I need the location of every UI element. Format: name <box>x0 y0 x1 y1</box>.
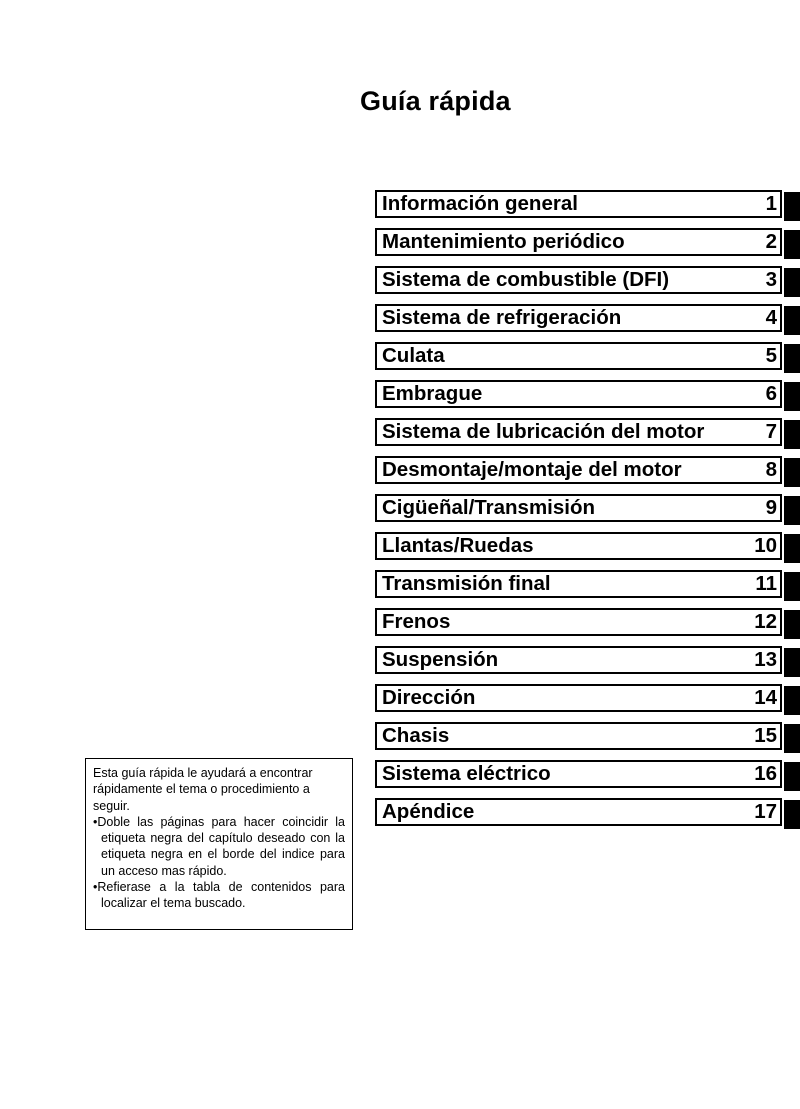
toc-item-mantenimiento-periodico[interactable] <box>375 228 785 256</box>
thumb-index-tab <box>784 458 800 487</box>
toc-item-sistema-electrico[interactable] <box>375 760 785 788</box>
toc-item-number: 12 <box>754 610 777 633</box>
thumb-index-tab <box>784 344 800 373</box>
toc-item-label: Información general <box>382 192 578 215</box>
toc-item-sistema-de-refrigeracion[interactable] <box>375 304 785 332</box>
toc-item-label: Suspensión <box>382 648 499 671</box>
toc-item-number: 15 <box>754 724 777 747</box>
thumb-index-tab <box>784 496 800 525</box>
usage-note-box <box>85 758 353 930</box>
thumb-index-tab <box>784 648 800 677</box>
note-intro: Esta guía rápida le ayudará a encontrar rápidamente el tema o procedimiento a seguir. <box>93 766 313 813</box>
toc-item-frenos[interactable] <box>375 608 785 636</box>
toc-item-label: Chasis <box>382 724 450 747</box>
toc-item-label: Apéndice <box>382 800 475 823</box>
thumb-index-tab <box>784 572 800 601</box>
toc-item-label: Embrague <box>382 382 483 405</box>
toc-item-number: 9 <box>765 496 777 519</box>
toc-item-number: 14 <box>754 686 777 709</box>
toc-item-label: Sistema eléctrico <box>382 762 551 785</box>
toc-item-apendice[interactable] <box>375 798 785 826</box>
toc-item-number: 2 <box>765 230 777 253</box>
thumb-index-tab <box>784 762 800 791</box>
note-bullet: •Refierase a la tabla de contenidos para localizar el tema buscado. <box>93 880 345 911</box>
toc-item-sistema-de-lubricacion[interactable] <box>375 418 785 446</box>
thumb-index-tab <box>784 268 800 297</box>
toc-item-direccion[interactable] <box>375 684 785 712</box>
toc-item-number: 16 <box>754 762 777 785</box>
toc-item-ciguenal-transmision[interactable] <box>375 494 785 522</box>
toc-item-label: Frenos <box>382 610 451 633</box>
toc-item-number: 17 <box>754 800 777 823</box>
thumb-index-tab <box>784 230 800 259</box>
thumb-index-tab <box>784 306 800 335</box>
toc-item-culata[interactable] <box>375 342 785 370</box>
toc-item-label: Culata <box>382 344 445 367</box>
toc-item-number: 4 <box>765 306 777 329</box>
thumb-index-tab <box>784 382 800 411</box>
toc-item-suspension[interactable] <box>375 646 785 674</box>
toc-item-sistema-de-combustible[interactable] <box>375 266 785 294</box>
toc-item-label: Transmisión final <box>382 572 551 595</box>
toc-item-chasis[interactable] <box>375 722 785 750</box>
toc-item-llantas-ruedas[interactable] <box>375 532 785 560</box>
thumb-index-tab <box>784 420 800 449</box>
toc-item-label: Sistema de refrigeración <box>382 306 622 329</box>
toc-item-number: 6 <box>765 382 777 405</box>
toc-item-label: Dirección <box>382 686 476 709</box>
toc-item-label: Cigüeñal/Transmisión <box>382 496 596 519</box>
toc-item-number: 13 <box>754 648 777 671</box>
toc-item-label: Sistema de combustible (DFI) <box>382 268 670 291</box>
note-bullet: •Doble las páginas para hacer coincidir la etiqueta negra del capítulo deseado con la etiqueta negra en el borde del indice para un acceso mas rápido. <box>93 814 345 878</box>
page-title: Guía rápida <box>360 86 511 116</box>
toc-item-number: 5 <box>765 344 777 367</box>
toc-item-label: Sistema de lubricación del motor <box>382 420 705 443</box>
toc-item-informacion-general[interactable] <box>375 190 785 218</box>
toc-item-number: 7 <box>765 420 777 443</box>
thumb-index-tab <box>784 192 800 221</box>
toc-item-number: 1 <box>765 192 777 215</box>
toc-item-label: Mantenimiento periódico <box>382 230 625 253</box>
thumb-index-tab <box>784 610 800 639</box>
toc-item-label: Llantas/Ruedas <box>382 534 534 557</box>
toc-item-number: 8 <box>765 458 777 481</box>
toc-item-number: 11 <box>755 572 777 595</box>
toc-item-transmision-final[interactable] <box>375 570 785 598</box>
thumb-index-tab <box>784 534 800 563</box>
toc-item-number: 10 <box>754 534 777 557</box>
toc-item-embrague[interactable] <box>375 380 785 408</box>
toc-item-label: Desmontaje/montaje del motor <box>382 458 682 481</box>
toc-item-number: 3 <box>765 268 777 291</box>
quick-guide-index <box>375 190 785 836</box>
thumb-index-tab <box>784 800 800 829</box>
thumb-index-tab <box>784 724 800 753</box>
toc-item-desmontaje-montaje-del-motor[interactable] <box>375 456 785 484</box>
thumb-index-tab <box>784 686 800 715</box>
